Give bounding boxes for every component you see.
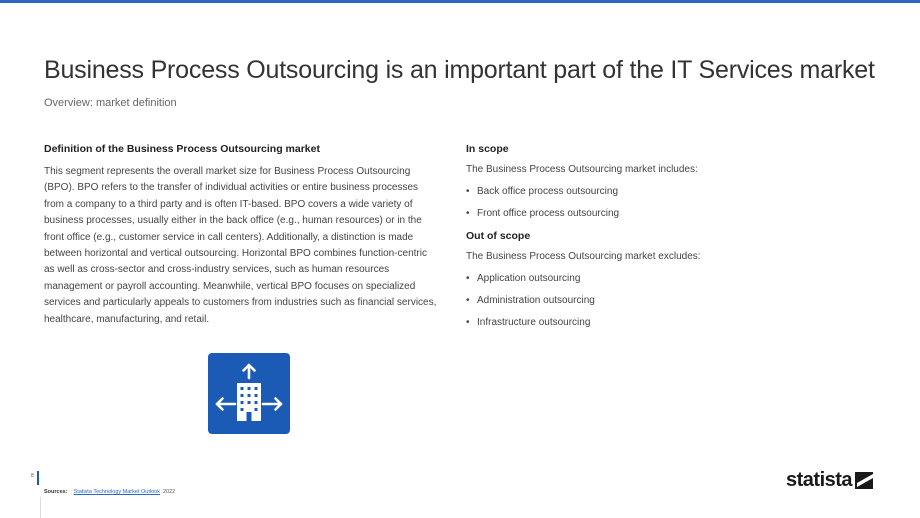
bullet-icon: • [466,317,470,328]
logo-text: statista [786,469,853,491]
sources-label: Sources: [44,489,68,495]
page-title: Business Process Outsourcing is an important part of the IT Services market [44,56,875,84]
in-scope-intro: The Business Process Outsourcing market includes: [466,164,698,175]
source-year: 2022 [162,489,176,495]
page-number: 8 [31,473,34,479]
bullet-icon: • [466,208,470,219]
in-scope-list [466,186,866,220]
definition-heading: Definition of the Business Process Outsourcing market [44,143,320,155]
out-of-scope-list [466,273,866,329]
definition-section [44,143,439,328]
list-item: • Infrastructure outsourcing [466,317,591,328]
bullet-icon: • [466,295,470,306]
page-subtitle: Overview: market definition [44,97,177,109]
page-marker [37,471,39,485]
statista-logo [786,469,873,492]
building-outsourcing-arrows-icon [208,353,290,434]
scope-section [466,143,866,339]
source-link[interactable]: Statista Technology Market Outlook [73,489,160,495]
list-item: • Back office process outsourcing [466,186,619,197]
list-item: • Application outsourcing [466,273,581,284]
statista-logo-mark-icon [855,472,873,489]
out-of-scope-intro: The Business Process Outsourcing market excludes: [466,251,701,262]
top-accent-bar [0,0,920,3]
sources-line [44,489,175,495]
list-item: • Front office process outsourcing [466,208,620,219]
definition-body: This segment represents the overall market size for Business Process Outsourcing (BPO). BPO refers to the transfer of individual activities or entire business processes from a company to a third party and is often IT-based. BPO covers a wide variety of business processes, usually either in the back office (e.g., human resources) or in the front office (e.g., customer service in call centers). Additionally, a distinction is made between horizontal and vertical outsourcing. Horizontal BPO combines function-centric as well as cross-sector and cross-industry services, such as human resources management or payroll accounting. Meanwhile, vertical BPO focuses on specialized services and particularly appeals to customers from industries such as financial services, healthcare, manufacturing, and retail. [44,166,437,325]
in-scope-heading: In scope [466,143,509,155]
list-item: • Administration outsourcing [466,295,595,306]
bullet-icon: • [466,186,470,197]
bullet-icon: • [466,273,470,284]
footer-divider [40,497,41,518]
out-of-scope-heading: Out of scope [466,230,531,242]
